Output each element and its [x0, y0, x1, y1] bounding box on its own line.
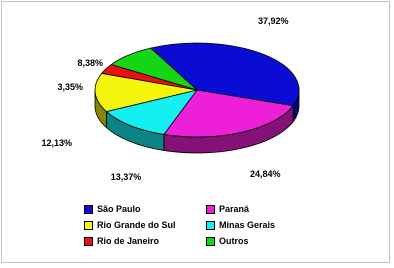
legend-swatch — [84, 237, 93, 246]
legend-item-outros — [206, 235, 249, 247]
value-label-minas-gerais: 12,13% — [41, 138, 72, 148]
value-label-parana: 24,84% — [250, 169, 281, 179]
legend-item-rio-de-janeiro — [84, 235, 159, 247]
legend-item-sao-paulo — [84, 203, 141, 215]
legend-swatch — [84, 205, 93, 214]
legend-label: Rio de Janeiro — [97, 236, 160, 246]
legend-item-minas-gerais — [206, 219, 275, 231]
value-label-rio-grande-do-sul: 13,37% — [110, 172, 142, 182]
legend-item-parana — [206, 203, 249, 215]
legend-label: Rio Grande do Sul — [97, 220, 176, 230]
legend-label: São Paulo — [97, 204, 141, 214]
legend-label: Paraná — [219, 204, 250, 214]
legend-swatch — [206, 237, 215, 246]
pie-slices — [95, 43, 299, 137]
legend-item-rio-grande-do-sul — [84, 219, 176, 231]
legend-swatch — [206, 221, 215, 230]
value-label-outros: 8,38% — [77, 58, 103, 68]
value-label-rio-de-janeiro: 3,35% — [57, 82, 83, 92]
value-label-sao-paulo: 37,92% — [258, 16, 289, 26]
legend-swatch — [206, 205, 215, 214]
legend-label: Minas Gerais — [219, 220, 276, 230]
legend-label: Outros — [219, 236, 249, 246]
legend-swatch — [84, 221, 93, 230]
